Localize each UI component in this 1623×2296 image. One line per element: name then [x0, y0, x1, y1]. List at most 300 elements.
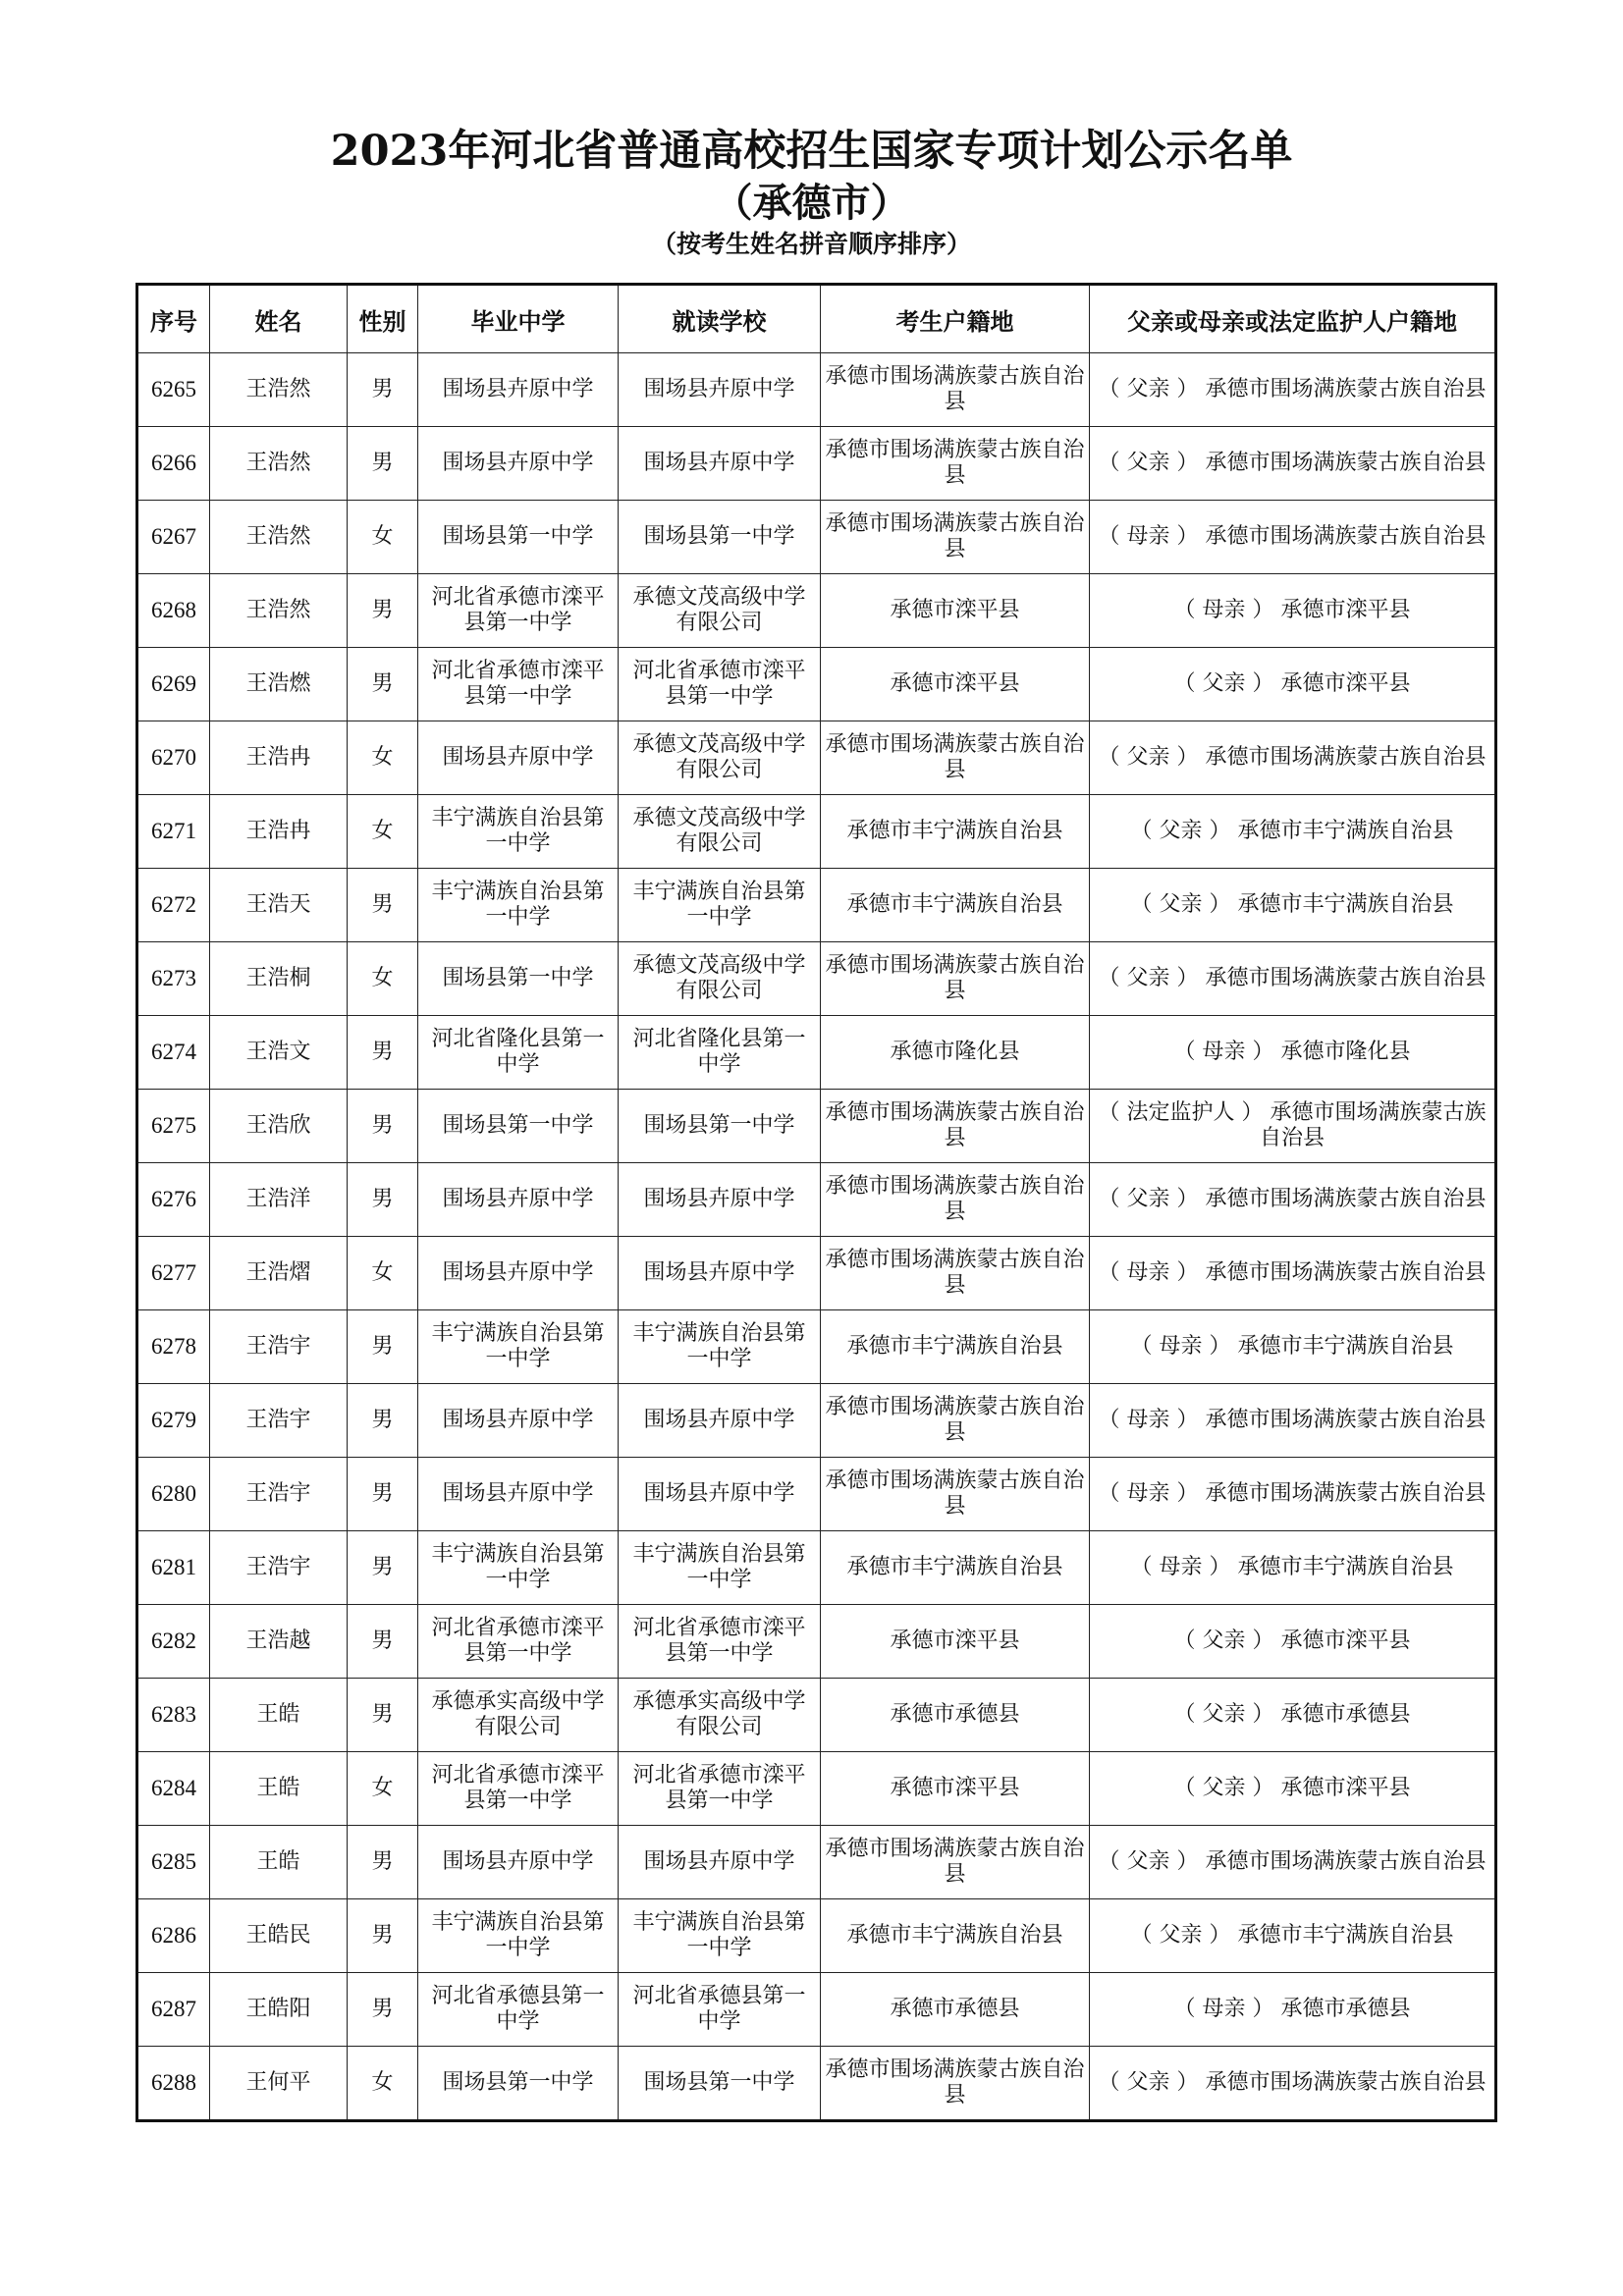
cell-current-school-text: 河北省承德市滦平县第一中学 — [632, 1616, 806, 1666]
cell-guardian-registration — [1090, 1826, 1496, 1899]
cell-gender — [348, 1605, 418, 1679]
cell-gender-text: 女 — [371, 2070, 394, 2095]
cell-guardian-registration — [1090, 1237, 1496, 1310]
cell-guardian-registration — [1090, 1016, 1496, 1090]
cell-gender-text: 男 — [371, 1481, 394, 1506]
table-row — [137, 353, 1496, 427]
cell-index-text: 6273 — [151, 966, 196, 990]
cell-name — [210, 1752, 348, 1826]
table-row — [137, 1384, 1496, 1458]
cell-name-text: 王皓 — [256, 1702, 300, 1727]
table-row — [137, 795, 1496, 869]
cell-name-text: 王浩宇 — [245, 1334, 311, 1359]
cell-current-school — [619, 721, 821, 795]
cell-index — [137, 648, 210, 721]
cell-household-registration — [821, 1679, 1090, 1752]
cell-graduation-school-text: 围场县第一中学 — [442, 966, 594, 990]
cell-index — [137, 1679, 210, 1752]
cell-gender — [348, 1090, 418, 1163]
cell-guardian-registration-text: （ 父亲 ） 承德市围场满族蒙古族自治县 — [1098, 745, 1487, 770]
cell-gender — [348, 1237, 418, 1310]
cell-gender — [348, 1899, 418, 1973]
cell-household-registration — [821, 795, 1090, 869]
cell-index — [137, 1016, 210, 1090]
cell-guardian-registration-text: （ 母亲 ） 承德市围场满族蒙古族自治县 — [1098, 1260, 1487, 1285]
cell-current-school — [619, 1899, 821, 1973]
cell-index — [137, 1899, 210, 1973]
cell-gender — [348, 869, 418, 942]
cell-household-registration-text: 承德市围场满族蒙古族自治县 — [825, 438, 1085, 488]
cell-graduation-school-text: 围场县第一中学 — [442, 2070, 594, 2095]
cell-household-registration-text: 承德市围场满族蒙古族自治县 — [825, 1100, 1085, 1150]
table-row — [137, 1679, 1496, 1752]
cell-name-text: 王浩然 — [245, 451, 311, 475]
cell-index-text: 6288 — [151, 2070, 196, 2095]
column-header-index: 序号 — [137, 285, 210, 353]
cell-index — [137, 1090, 210, 1163]
cell-household-registration-text: 承德市丰宁满族自治县 — [846, 892, 1063, 917]
cell-index-text: 6282 — [151, 1629, 196, 1653]
cell-name — [210, 427, 348, 501]
cell-guardian-registration-text: （ 母亲 ） 承德市围场满族蒙古族自治县 — [1098, 524, 1487, 549]
cell-gender-text: 男 — [371, 1040, 394, 1064]
cell-gender-text: 男 — [371, 1334, 394, 1359]
cell-guardian-registration — [1090, 1899, 1496, 1973]
cell-graduation-school-text: 河北省承德市滦平县第一中学 — [431, 1763, 605, 1813]
table-row — [137, 1090, 1496, 1163]
cell-graduation-school-text: 围场县卉原中学 — [442, 745, 594, 770]
cell-graduation-school-text: 围场县卉原中学 — [442, 1408, 594, 1432]
cell-gender — [348, 353, 418, 427]
cell-current-school-text: 围场县第一中学 — [643, 524, 795, 549]
table-row — [137, 2047, 1496, 2121]
cell-household-registration — [821, 1310, 1090, 1384]
cell-name — [210, 2047, 348, 2121]
cell-current-school-text: 河北省承德市滦平县第一中学 — [632, 1763, 806, 1813]
cell-gender — [348, 1973, 418, 2047]
cell-current-school — [619, 1605, 821, 1679]
cell-name-text: 王皓民 — [245, 1923, 311, 1948]
cell-current-school — [619, 1752, 821, 1826]
cell-graduation-school — [418, 1016, 619, 1090]
cell-graduation-school — [418, 869, 619, 942]
cell-index-text: 6277 — [151, 1260, 196, 1285]
cell-index — [137, 2047, 210, 2121]
cell-name-text: 王浩洋 — [245, 1187, 311, 1211]
cell-graduation-school-text: 围场县卉原中学 — [442, 1260, 594, 1285]
cell-household-registration-text: 承德市围场满族蒙古族自治县 — [825, 1248, 1085, 1298]
cell-guardian-registration-text: （ 父亲 ） 承德市滦平县 — [1173, 1629, 1411, 1653]
cell-household-registration — [821, 1899, 1090, 1973]
cell-name-text: 王浩宇 — [245, 1555, 311, 1579]
cell-guardian-registration — [1090, 1531, 1496, 1605]
cell-gender — [348, 574, 418, 648]
region-subtitle: （承德市） — [713, 180, 910, 226]
cell-guardian-registration — [1090, 1973, 1496, 2047]
cell-graduation-school — [418, 353, 619, 427]
column-header-gender: 性别 — [348, 285, 418, 353]
cell-guardian-registration-text: （ 父亲 ） 承德市丰宁满族自治县 — [1130, 892, 1454, 917]
cell-household-registration-text: 承德市滦平县 — [890, 1776, 1020, 1800]
cell-name — [210, 1899, 348, 1973]
cell-gender-text: 女 — [371, 745, 394, 770]
cell-graduation-school-text: 丰宁满族自治县第一中学 — [431, 880, 605, 930]
cell-household-registration-text: 承德市围场满族蒙古族自治县 — [825, 511, 1085, 561]
cell-guardian-registration-text: （ 父亲 ） 承德市围场满族蒙古族自治县 — [1098, 377, 1487, 401]
table-row — [137, 648, 1496, 721]
cell-index-text: 6278 — [151, 1334, 196, 1359]
cell-household-registration — [821, 1237, 1090, 1310]
cell-guardian-registration-text: （ 母亲 ） 承德市丰宁满族自治县 — [1130, 1555, 1454, 1579]
cell-index — [137, 1163, 210, 1237]
cell-gender — [348, 1458, 418, 1531]
cell-graduation-school-text: 河北省承德市滦平县第一中学 — [431, 659, 605, 709]
cell-household-registration-text: 承德市承德县 — [890, 1702, 1020, 1727]
cell-gender-text: 男 — [371, 1629, 394, 1653]
cell-graduation-school-text: 河北省承德县第一中学 — [431, 1984, 605, 2034]
cell-name — [210, 1605, 348, 1679]
table-row — [137, 1531, 1496, 1605]
sort-note: （按考生姓名拼音顺序排序） — [651, 230, 971, 258]
cell-gender-text: 女 — [371, 819, 394, 843]
cell-guardian-registration — [1090, 1752, 1496, 1826]
cell-name-text: 王浩冉 — [245, 819, 311, 843]
cell-graduation-school — [418, 1679, 619, 1752]
cell-current-school-text: 围场县卉原中学 — [643, 1481, 795, 1506]
cell-guardian-registration — [1090, 501, 1496, 574]
cell-gender — [348, 1752, 418, 1826]
cell-household-registration — [821, 869, 1090, 942]
cell-guardian-registration — [1090, 427, 1496, 501]
cell-graduation-school-text: 丰宁满族自治县第一中学 — [431, 1321, 605, 1371]
cell-household-registration — [821, 1826, 1090, 1899]
cell-name — [210, 795, 348, 869]
cell-current-school — [619, 795, 821, 869]
cell-guardian-registration-text: （ 母亲 ） 承德市承德县 — [1173, 1997, 1411, 2021]
cell-current-school — [619, 1090, 821, 1163]
cell-gender — [348, 427, 418, 501]
cell-guardian-registration-text: （ 母亲 ） 承德市围场满族蒙古族自治县 — [1098, 1481, 1487, 1506]
cell-guardian-registration-text: （ 父亲 ） 承德市丰宁满族自治县 — [1130, 819, 1454, 843]
cell-current-school — [619, 1237, 821, 1310]
cell-name-text: 王浩然 — [245, 598, 311, 622]
cell-graduation-school — [418, 942, 619, 1016]
table-row — [137, 1237, 1496, 1310]
cell-guardian-registration-text: （ 父亲 ） 承德市围场满族蒙古族自治县 — [1098, 966, 1487, 990]
cell-name-text: 王皓阳 — [245, 1997, 311, 2021]
cell-household-registration-text: 承德市丰宁满族自治县 — [846, 1555, 1063, 1579]
cell-graduation-school-text: 丰宁满族自治县第一中学 — [431, 1910, 605, 1960]
cell-current-school-text: 围场县卉原中学 — [643, 377, 795, 401]
roster-table — [135, 283, 1497, 2122]
cell-guardian-registration-text: （ 父亲 ） 承德市围场满族蒙古族自治县 — [1098, 2070, 1487, 2095]
cell-name — [210, 1458, 348, 1531]
cell-household-registration-text: 承德市滦平县 — [890, 598, 1020, 622]
cell-household-registration-text: 承德市围场满族蒙古族自治县 — [825, 1468, 1085, 1519]
cell-guardian-registration — [1090, 2047, 1496, 2121]
cell-gender — [348, 1679, 418, 1752]
cell-graduation-school-text: 承德承实高级中学有限公司 — [431, 1689, 605, 1739]
cell-graduation-school-text: 围场县卉原中学 — [442, 1187, 594, 1211]
cell-index — [137, 1605, 210, 1679]
column-header-household-registration: 考生户籍地 — [821, 285, 1090, 353]
table-row — [137, 427, 1496, 501]
cell-index-text: 6267 — [151, 524, 196, 549]
cell-guardian-registration — [1090, 353, 1496, 427]
cell-current-school — [619, 1973, 821, 2047]
cell-current-school — [619, 574, 821, 648]
cell-index — [137, 1237, 210, 1310]
cell-current-school-text: 河北省承德市滦平县第一中学 — [632, 659, 806, 709]
cell-gender-text: 男 — [371, 671, 394, 696]
cell-index-text: 6287 — [151, 1997, 196, 2021]
cell-current-school — [619, 1310, 821, 1384]
cell-name-text: 王浩燃 — [245, 671, 311, 696]
cell-household-registration — [821, 2047, 1090, 2121]
cell-gender-text: 男 — [371, 1702, 394, 1727]
cell-current-school — [619, 501, 821, 574]
cell-current-school-text: 承德文茂高级中学有限公司 — [632, 732, 806, 782]
cell-guardian-registration — [1090, 1090, 1496, 1163]
cell-guardian-registration — [1090, 1458, 1496, 1531]
cell-name — [210, 1310, 348, 1384]
cell-household-registration — [821, 1016, 1090, 1090]
cell-current-school — [619, 1458, 821, 1531]
cell-current-school-text: 承德文茂高级中学有限公司 — [632, 953, 806, 1003]
cell-guardian-registration-text: （ 母亲 ） 承德市丰宁满族自治县 — [1130, 1334, 1454, 1359]
table-row — [137, 1605, 1496, 1679]
cell-current-school — [619, 2047, 821, 2121]
cell-current-school — [619, 1531, 821, 1605]
cell-index-text: 6266 — [151, 451, 196, 475]
cell-guardian-registration — [1090, 721, 1496, 795]
cell-graduation-school — [418, 427, 619, 501]
cell-gender — [348, 1310, 418, 1384]
cell-gender-text: 男 — [371, 1555, 394, 1579]
cell-current-school-text: 围场县第一中学 — [643, 2070, 795, 2095]
cell-graduation-school-text: 河北省承德市滦平县第一中学 — [431, 1616, 605, 1666]
cell-name-text: 王皓 — [256, 1849, 300, 1874]
cell-name — [210, 1973, 348, 2047]
cell-household-registration-text: 承德市围场满族蒙古族自治县 — [825, 364, 1085, 414]
cell-current-school-text: 承德承实高级中学有限公司 — [632, 1689, 806, 1739]
cell-name — [210, 1016, 348, 1090]
cell-graduation-school — [418, 1090, 619, 1163]
table-row — [137, 942, 1496, 1016]
cell-household-registration — [821, 574, 1090, 648]
cell-graduation-school — [418, 1458, 619, 1531]
cell-guardian-registration — [1090, 574, 1496, 648]
table-row — [137, 1016, 1496, 1090]
cell-graduation-school — [418, 1973, 619, 2047]
cell-gender — [348, 1384, 418, 1458]
cell-household-registration — [821, 501, 1090, 574]
cell-graduation-school — [418, 1899, 619, 1973]
cell-graduation-school — [418, 1826, 619, 1899]
cell-household-registration-text: 承德市丰宁满族自治县 — [846, 819, 1063, 843]
cell-current-school-text: 河北省隆化县第一中学 — [632, 1027, 806, 1077]
cell-guardian-registration-text: （ 父亲 ） 承德市围场满族蒙古族自治县 — [1098, 1187, 1487, 1211]
cell-graduation-school — [418, 721, 619, 795]
cell-name-text: 王浩欣 — [245, 1113, 311, 1138]
cell-current-school-text: 承德文茂高级中学有限公司 — [632, 806, 806, 856]
cell-name-text: 王何平 — [245, 2070, 311, 2095]
page-title: 2023年河北省普通高校招生国家专项计划公示名单 — [330, 127, 1293, 176]
cell-guardian-registration-text: （ 父亲 ） 承德市丰宁满族自治县 — [1130, 1923, 1454, 1948]
cell-current-school — [619, 648, 821, 721]
cell-graduation-school-text: 河北省承德市滦平县第一中学 — [431, 585, 605, 635]
cell-name-text: 王浩天 — [245, 892, 311, 917]
cell-index — [137, 1752, 210, 1826]
cell-gender-text: 男 — [371, 892, 394, 917]
cell-household-registration-text: 承德市丰宁满族自治县 — [846, 1923, 1063, 1948]
cell-guardian-registration — [1090, 1605, 1496, 1679]
cell-current-school-text: 丰宁满族自治县第一中学 — [632, 1542, 806, 1592]
cell-current-school — [619, 1163, 821, 1237]
cell-guardian-registration-text: （ 父亲 ） 承德市滦平县 — [1173, 1776, 1411, 1800]
cell-graduation-school — [418, 1237, 619, 1310]
cell-current-school-text: 丰宁满族自治县第一中学 — [632, 1910, 806, 1960]
cell-current-school — [619, 1679, 821, 1752]
cell-name — [210, 1090, 348, 1163]
cell-gender-text: 男 — [371, 1187, 394, 1211]
cell-index — [137, 353, 210, 427]
cell-household-registration-text: 承德市丰宁满族自治县 — [846, 1334, 1063, 1359]
cell-current-school-text: 围场县卉原中学 — [643, 451, 795, 475]
cell-index-text: 6279 — [151, 1408, 196, 1432]
cell-name-text: 王浩宇 — [245, 1408, 311, 1432]
cell-index-text: 6270 — [151, 745, 196, 770]
cell-gender-text: 男 — [371, 1923, 394, 1948]
cell-household-registration — [821, 1531, 1090, 1605]
cell-gender-text: 男 — [371, 1113, 394, 1138]
cell-name — [210, 1237, 348, 1310]
cell-gender-text: 男 — [371, 451, 394, 475]
cell-graduation-school — [418, 1531, 619, 1605]
cell-index — [137, 1973, 210, 2047]
cell-household-registration — [821, 721, 1090, 795]
cell-current-school-text: 围场县卉原中学 — [643, 1260, 795, 1285]
cell-household-registration — [821, 1973, 1090, 2047]
cell-household-registration — [821, 1458, 1090, 1531]
cell-gender — [348, 942, 418, 1016]
cell-graduation-school — [418, 574, 619, 648]
cell-name — [210, 721, 348, 795]
cell-gender — [348, 1016, 418, 1090]
cell-graduation-school-text: 围场县卉原中学 — [442, 1849, 594, 1874]
cell-name — [210, 501, 348, 574]
cell-gender — [348, 795, 418, 869]
column-header-guardian-registration: 父亲或母亲或法定监护人户籍地 — [1090, 285, 1496, 353]
cell-household-registration — [821, 353, 1090, 427]
table-body — [137, 353, 1496, 2121]
cell-graduation-school-text: 围场县卉原中学 — [442, 451, 594, 475]
cell-current-school-text: 围场县卉原中学 — [643, 1408, 795, 1432]
cell-name-text: 王浩熠 — [245, 1260, 311, 1285]
table-row — [137, 1163, 1496, 1237]
cell-current-school-text: 河北省承德县第一中学 — [632, 1984, 806, 2034]
cell-guardian-registration — [1090, 648, 1496, 721]
cell-index-text: 6284 — [151, 1776, 196, 1800]
cell-gender-text: 男 — [371, 598, 394, 622]
cell-index-text: 6268 — [151, 598, 196, 622]
cell-name-text: 王浩然 — [245, 377, 311, 401]
cell-guardian-registration-text: （ 母亲 ） 承德市围场满族蒙古族自治县 — [1098, 1408, 1487, 1432]
cell-graduation-school — [418, 795, 619, 869]
cell-index-text: 6275 — [151, 1113, 196, 1138]
cell-gender-text: 女 — [371, 524, 394, 549]
cell-household-registration — [821, 1384, 1090, 1458]
cell-current-school — [619, 1016, 821, 1090]
cell-household-registration — [821, 648, 1090, 721]
cell-index — [137, 795, 210, 869]
cell-current-school-text: 丰宁满族自治县第一中学 — [632, 880, 806, 930]
cell-household-registration-text: 承德市承德县 — [890, 1997, 1020, 2021]
cell-current-school-text: 围场县第一中学 — [643, 1113, 795, 1138]
cell-index-text: 6283 — [151, 1702, 196, 1727]
cell-household-registration-text: 承德市围场满族蒙古族自治县 — [825, 953, 1085, 1003]
cell-graduation-school-text: 丰宁满族自治县第一中学 — [431, 806, 605, 856]
cell-graduation-school — [418, 1384, 619, 1458]
cell-current-school-text: 丰宁满族自治县第一中学 — [632, 1321, 806, 1371]
cell-name — [210, 353, 348, 427]
cell-household-registration-text: 承德市隆化县 — [890, 1040, 1020, 1064]
cell-household-registration — [821, 1605, 1090, 1679]
cell-index-text: 6269 — [151, 671, 196, 696]
cell-index — [137, 501, 210, 574]
cell-graduation-school — [418, 1310, 619, 1384]
cell-gender — [348, 2047, 418, 2121]
cell-name — [210, 648, 348, 721]
column-header-name: 姓名 — [210, 285, 348, 353]
cell-guardian-registration — [1090, 1163, 1496, 1237]
column-header-graduation-school: 毕业中学 — [418, 285, 619, 353]
cell-name — [210, 1163, 348, 1237]
cell-current-school — [619, 1826, 821, 1899]
table-row — [137, 1752, 1496, 1826]
cell-graduation-school — [418, 1752, 619, 1826]
cell-graduation-school — [418, 1605, 619, 1679]
cell-graduation-school-text: 围场县第一中学 — [442, 1113, 594, 1138]
cell-index-text: 6272 — [151, 892, 196, 917]
cell-gender-text: 男 — [371, 377, 394, 401]
cell-current-school — [619, 942, 821, 1016]
cell-graduation-school — [418, 1163, 619, 1237]
cell-graduation-school-text: 丰宁满族自治县第一中学 — [431, 1542, 605, 1592]
cell-household-registration — [821, 427, 1090, 501]
cell-current-school — [619, 427, 821, 501]
table-row — [137, 869, 1496, 942]
cell-index — [137, 942, 210, 1016]
cell-name — [210, 1531, 348, 1605]
header-row — [137, 285, 1496, 353]
table-row — [137, 1458, 1496, 1531]
cell-index — [137, 1458, 210, 1531]
cell-household-registration — [821, 1090, 1090, 1163]
cell-current-school — [619, 353, 821, 427]
cell-index — [137, 427, 210, 501]
cell-guardian-registration — [1090, 869, 1496, 942]
cell-guardian-registration-text: （ 母亲 ） 承德市滦平县 — [1173, 598, 1411, 622]
table-row — [137, 1310, 1496, 1384]
cell-household-registration-text: 承德市滦平县 — [890, 671, 1020, 696]
cell-index-text: 6276 — [151, 1187, 196, 1211]
cell-name — [210, 1384, 348, 1458]
cell-name — [210, 1679, 348, 1752]
cell-graduation-school-text: 围场县第一中学 — [442, 524, 594, 549]
cell-guardian-registration — [1090, 1310, 1496, 1384]
cell-current-school — [619, 1384, 821, 1458]
